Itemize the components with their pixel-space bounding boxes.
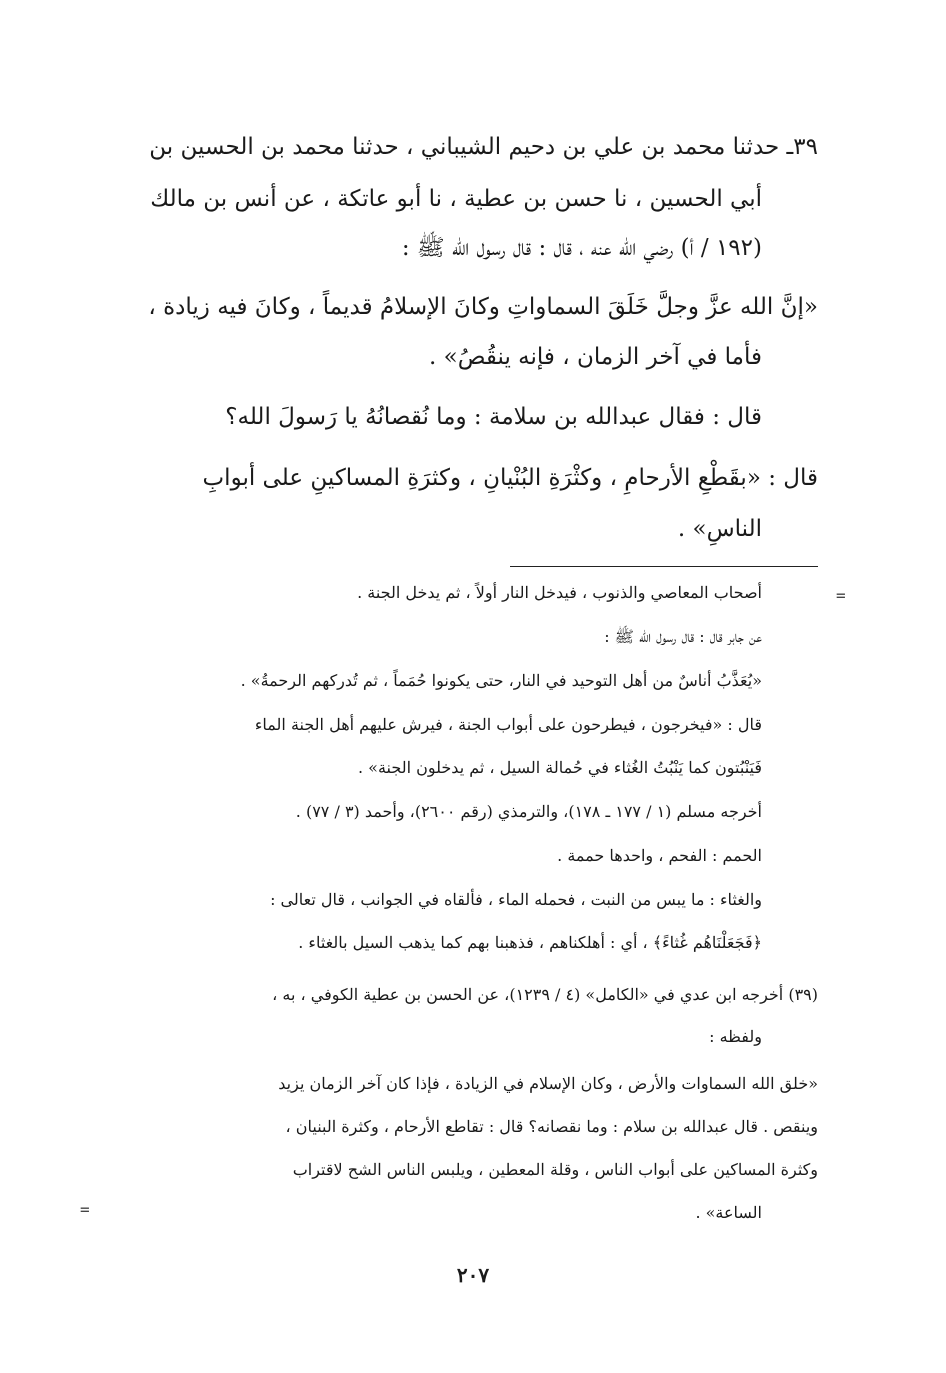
margin-mark-top: = xyxy=(836,586,846,605)
hadith-line-7: قال : «بقَطْعِ الأرحامِ ، وكثْرَةِ البُنْيانِ ، وكثرَةِ المساكينِ على أبوابِ xyxy=(202,465,818,491)
margin-mark-bottom: = xyxy=(80,1200,90,1219)
footnote-line-5: فَيَنْبُتون كما يَنْبُتُ الغُثاء في حُمالة السيل ، ثم يدخلون الجنة» . xyxy=(358,758,762,777)
footnote-line-8: والغثاء : ما يبس من النبت ، فحمله الماء ، فألقاه في الجوانب ، قال تعالى : xyxy=(270,890,762,909)
footnote-line-14: وكثرة المساكين على أبواب الناس ، وقلة المعطين ، ويلبس الناس الشح لاقتراب xyxy=(292,1160,818,1179)
hadith-line-8: الناسِ» . xyxy=(677,516,762,542)
footnote-line-4: قال : «فيخرجون ، فيطرحون على أبواب الجنة ، فيرش عليهم أهل الجنة الماء xyxy=(254,715,762,734)
hadith-line-1: ٣٩ـ حدثنا محمد بن علي بن دحيم الشيباني ، حدثنا محمد بن الحسين بن xyxy=(149,134,818,160)
footnote-line-12: «خلق الله السماوات والأرض ، وكان الإسلام في الزيادة ، فإذا كان آخر الزمان يزيد xyxy=(278,1074,818,1093)
footnote-separator xyxy=(510,566,818,567)
footnote-line-6: أخرجه مسلم (١ / ١٧٧ ـ ١٧٨)، والترمذي (رقم ٢٦٠٠)، وأحمد (٣ / ٧٧) . xyxy=(295,802,762,821)
hadith-line-3: (١٩٢ / أ) رضي الله عنه ، قال : قال رسول الله ﷺ : xyxy=(401,235,762,261)
page-number: ٢٠٧ xyxy=(456,1263,490,1287)
footnote-line-1: أصحاب المعاصي والذنوب ، فيدخل النار أولاً ، ثم يدخل الجنة . xyxy=(357,583,762,602)
footnote-line-9: ﴿فَجَعَلْنَاهُم غُثاءً﴾ ، أي : أهلكناهم ، فذهبنا بهم كما يذهب السيل بالغثاء . xyxy=(298,933,762,952)
hadith-line-4: «إنَّ الله عزَّ وجلَّ خَلَقَ السماواتِ وكانَ الإسلامُ قديماً ، وكانَ فيه زيادة ، xyxy=(148,294,818,320)
hadith-line-2: أبي الحسين ، نا حسن بن عطية ، نا أبو عاتكة ، عن أنس بن مالك xyxy=(150,186,762,212)
footnote-line-7: الحمم : الفحم ، واحدها حممة . xyxy=(557,846,762,865)
footnote-line-3: «يُعَذَّبُ أناسٌ من أهل التوحيد في النار، حتى يكونوا حُمَماً ، ثم تُدركهم الرحمةُ» . xyxy=(240,671,762,690)
hadith-line-6: قال : فقال عبدالله بن سلامة : وما نُقصانُهُ يا رَسولَ الله؟ xyxy=(225,404,762,430)
footnote-line-2: عن جابر قال : قال رسول الله ﷺ : xyxy=(604,627,762,646)
footnote-line-15: الساعة» . xyxy=(695,1203,762,1222)
footnote-line-10: (٣٩) أخرجه ابن عدي في «الكامل» (٤ / ١٢٣٩)، عن الحسن بن عطية الكوفي ، به ، xyxy=(272,985,818,1004)
footnote-line-11: ولفظه : xyxy=(709,1027,762,1046)
hadith-line-5: فأما في آخر الزمان ، فإنه ينقُصُ» . xyxy=(429,344,762,370)
footnote-line-13: وينقص . قال عبدالله بن سلام : وما نقصانه؟ قال : تقاطع الأرحام ، وكثرة البنيان ، xyxy=(285,1117,818,1136)
